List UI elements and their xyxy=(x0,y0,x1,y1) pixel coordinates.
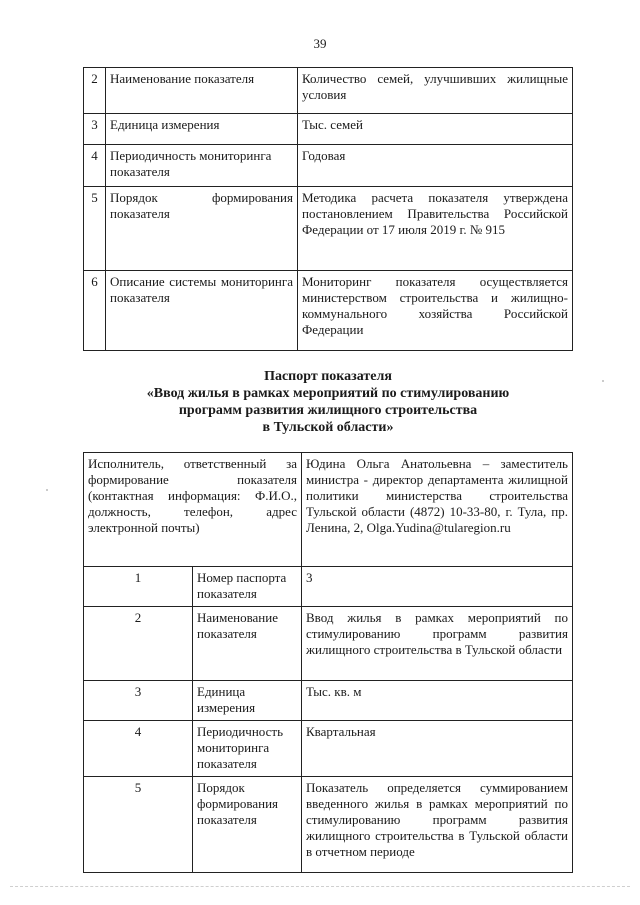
row-label: Периодичность мониторинга показателя xyxy=(193,721,302,777)
row-value: Показатель определяется суммированием введенного жилья в рамках мероприятий по стимулированию программ развития жилищного строительства в Тульской области в отчетном периоде xyxy=(302,777,573,873)
row-label: Единица измерения xyxy=(193,681,302,721)
row-number: 5 xyxy=(84,187,106,271)
row-number: 1 xyxy=(84,567,193,607)
row-label: Периодичность мониторинга показателя xyxy=(106,145,298,187)
row-label: Единица измерения xyxy=(106,114,298,145)
row-value: Методика расчета показателя утверждена постановлением Правительства Российской Федерации от 17 июля 2019 г. № 915 xyxy=(298,187,573,271)
row-value: Мониторинг показателя осуществляется министерством строительства и жилищно-коммунального хозяйства Российской Федерации xyxy=(298,271,573,351)
table-row xyxy=(84,271,573,351)
passport-title xyxy=(83,368,573,436)
responsible-label: Исполнитель, ответственный за формирование показателя (контактная информация: Ф.И.О., должность, телефон, адрес электронной почты) xyxy=(84,453,302,567)
row-label: Наименование показателя xyxy=(193,607,302,681)
passport-title-line: в Тульской области» xyxy=(262,420,394,435)
row-label: Номер паспорта показателя xyxy=(193,567,302,607)
row-number: 3 xyxy=(84,114,106,145)
row-label: Порядок формирования показателя xyxy=(106,187,298,271)
table-row xyxy=(84,567,573,607)
row-value: 3 xyxy=(302,567,573,607)
scan-edge-artifact xyxy=(10,886,630,887)
row-label: Описание системы мониторинга показателя xyxy=(106,271,298,351)
row-number: 6 xyxy=(84,271,106,351)
indicator-passport-table xyxy=(83,452,573,873)
row-number: 5 xyxy=(84,777,193,873)
table-row xyxy=(84,453,573,567)
table-row xyxy=(84,777,573,873)
row-number: 2 xyxy=(84,68,106,114)
table-row xyxy=(84,187,573,271)
row-number: 3 xyxy=(84,681,193,721)
table-row xyxy=(84,145,573,187)
scan-speck xyxy=(602,380,604,382)
passport-title-line: «Ввод жилья в рамках мероприятий по стимулированию xyxy=(146,386,510,401)
responsible-contact: Юдина Ольга Анатольевна – заместитель министра - директор департамента жилищной политики министерства строительства Тульской области (4872) 10-33-80, г. Тула, пр. Ленина, 2, Olga.Yudina@tularegion.ru xyxy=(302,453,573,567)
indicator-table-1 xyxy=(83,67,573,351)
row-label: Порядок формирования показателя xyxy=(193,777,302,873)
row-value: Квартальная xyxy=(302,721,573,777)
row-label: Наименование показателя xyxy=(106,68,298,114)
passport-title-line: программ развития жилищного строительства xyxy=(178,403,478,418)
table-row xyxy=(84,607,573,681)
row-value: Тыс. семей xyxy=(298,114,573,145)
row-value: Тыс. кв. м xyxy=(302,681,573,721)
row-number: 4 xyxy=(84,145,106,187)
row-value: Количество семей, улучшивших жилищные условия xyxy=(298,68,573,114)
table-row xyxy=(84,114,573,145)
row-value: Ввод жилья в рамках мероприятий по стимулированию программ развития жилищного строительства в Тульской области xyxy=(302,607,573,681)
table-row xyxy=(84,721,573,777)
row-number: 2 xyxy=(84,607,193,681)
scan-speck xyxy=(46,489,48,491)
row-value: Годовая xyxy=(298,145,573,187)
row-number: 4 xyxy=(84,721,193,777)
page-number: 39 xyxy=(313,36,327,51)
table-row xyxy=(84,68,573,114)
passport-title-line: Паспорт показателя xyxy=(264,369,392,384)
table-row xyxy=(84,681,573,721)
